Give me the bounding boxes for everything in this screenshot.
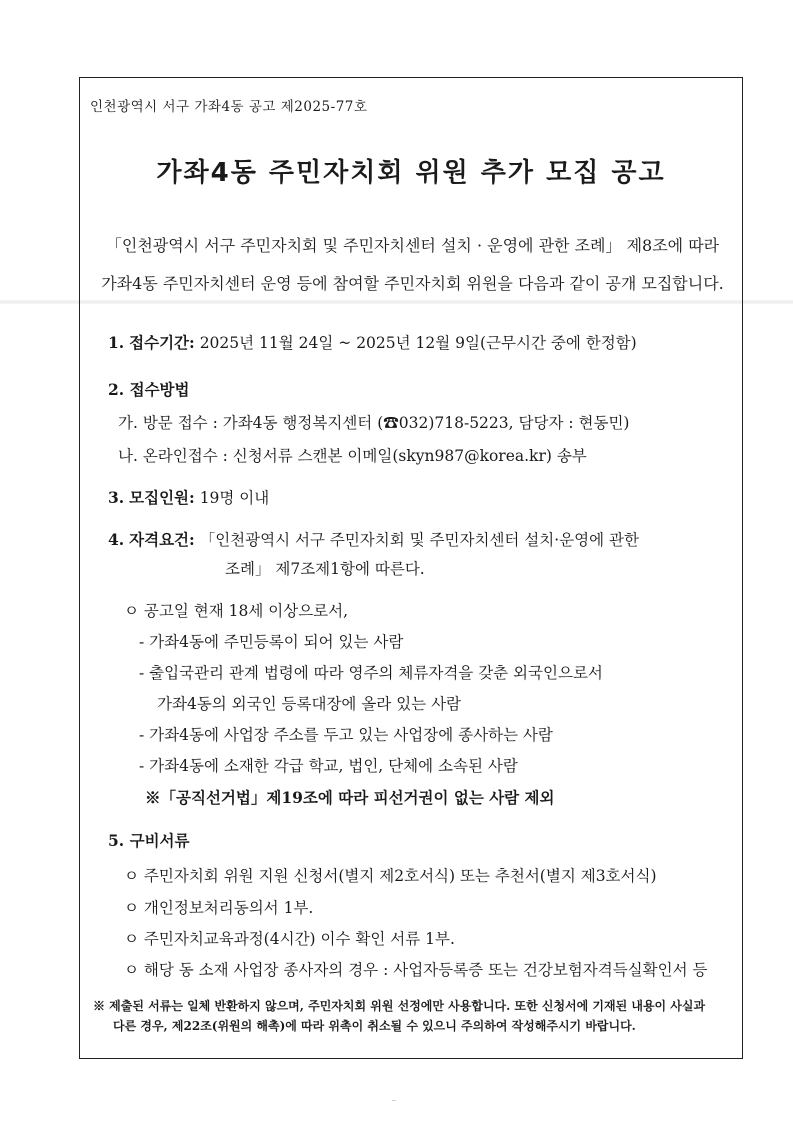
eligibility-item-2: - 출입국관리 관계 법령에 따라 영주의 체류자격을 갖춘 외국인으로서 [139, 664, 603, 682]
section-method-heading [108, 378, 190, 400]
section-eligibility-number: 4. [108, 530, 125, 549]
method-item-online: 나. 온라인접수 : 신청서류 스캔본 이메일(skyn987@korea.kr) 송부 [118, 447, 587, 465]
method-item-visit: 가. 방문 접수 : 가좌4동 행정복지센터 (☎032)718-5223, 담당자 : 현동민) [118, 414, 630, 432]
section-eligibility-value-1: 「인천광역시 서구 주민자치회 및 주민자치센터 설치·운영에 관한 [199, 531, 639, 549]
eligibility-item-4: - 가좌4동에 소재한 각급 학교, 법인, 단체에 소속된 사람 [139, 757, 518, 775]
section-headcount-value: 19명 이내 [199, 489, 270, 507]
section-period-label: 접수기간: [129, 333, 195, 352]
eligibility-lead: ㅇ 공고일 현재 18세 이상으로서, [124, 602, 349, 620]
section-period-value: 2025년 11월 24일 ~ 2025년 12월 9일(근무시간 중에 한정함) [199, 334, 637, 352]
document-item-4: ㅇ 해당 동 소재 사업장 종사자의 경우 : 사업자등록증 또는 건강보험자격득실확인서 등 [124, 961, 708, 979]
footnote-line-2: 다른 경우, 제22조(위원의 해촉)에 따라 위촉이 취소될 수 있으니 주의하여 작성해주시기 바랍니다. [113, 1019, 636, 1033]
section-eligibility [108, 528, 639, 550]
document-item-1: ㅇ 주민자치회 위원 지원 신청서(별지 제2호서식) 또는 추천서(별지 제3호서식) [124, 867, 657, 885]
document-item-3: ㅇ 주민자치교육과정(4시간) 이수 확인 서류 1부. [124, 930, 455, 948]
section-eligibility-label: 자격요건: [129, 530, 195, 549]
section-documents-label: 구비서류 [129, 831, 190, 850]
eligibility-item-2-cont: 가좌4동의 외국인 등록대장에 올라 있는 사람 [157, 695, 462, 713]
section-headcount [108, 486, 269, 508]
footnote-line-1: ※ 제출된 서류는 일체 반환하지 않으며, 주민자치회 위원 선정에만 사용합니다. 또한 신청서에 기재된 내용이 사실과 [93, 999, 706, 1013]
section-headcount-label: 모집인원: [129, 488, 195, 507]
intro-line-1: 「인천광역시 서구 주민자치회 및 주민자치센터 설치 · 운영에 관한 조례」 제8조에 따라 [105, 236, 720, 255]
section-method-label: 접수방법 [129, 380, 190, 399]
section-period [108, 331, 637, 353]
scan-speck [392, 1100, 396, 1101]
eligibility-exclusion: ※「공직선거법」제19조에 따라 피선거권이 없는 사람 제외 [145, 788, 555, 807]
reference-number: 인천광역시 서구 가좌4동 공고 제2025-77호 [90, 99, 368, 115]
eligibility-item-3: - 가좌4동에 사업장 주소를 두고 있는 사업장에 종사하는 사람 [139, 726, 553, 744]
page-title: 가좌4동 주민자치회 위원 추가 모집 공고 [156, 158, 666, 188]
section-documents-heading [108, 829, 190, 851]
eligibility-item-1: - 가좌4동에 주민등록이 되어 있는 사람 [139, 633, 404, 651]
section-headcount-number: 3. [108, 488, 125, 507]
section-period-number: 1. [108, 333, 125, 352]
intro-line-2: 가좌4동 주민자치센터 운영 등에 참여할 주민자치회 위원을 다음과 같이 공개 모집합니다. [101, 274, 724, 293]
section-documents-number: 5. [108, 831, 125, 850]
section-method-number: 2. [108, 380, 125, 399]
section-eligibility-value-2: 조례」 제7조제1항에 따른다. [225, 560, 425, 578]
document-item-2: ㅇ 개인정보처리동의서 1부. [124, 899, 314, 917]
